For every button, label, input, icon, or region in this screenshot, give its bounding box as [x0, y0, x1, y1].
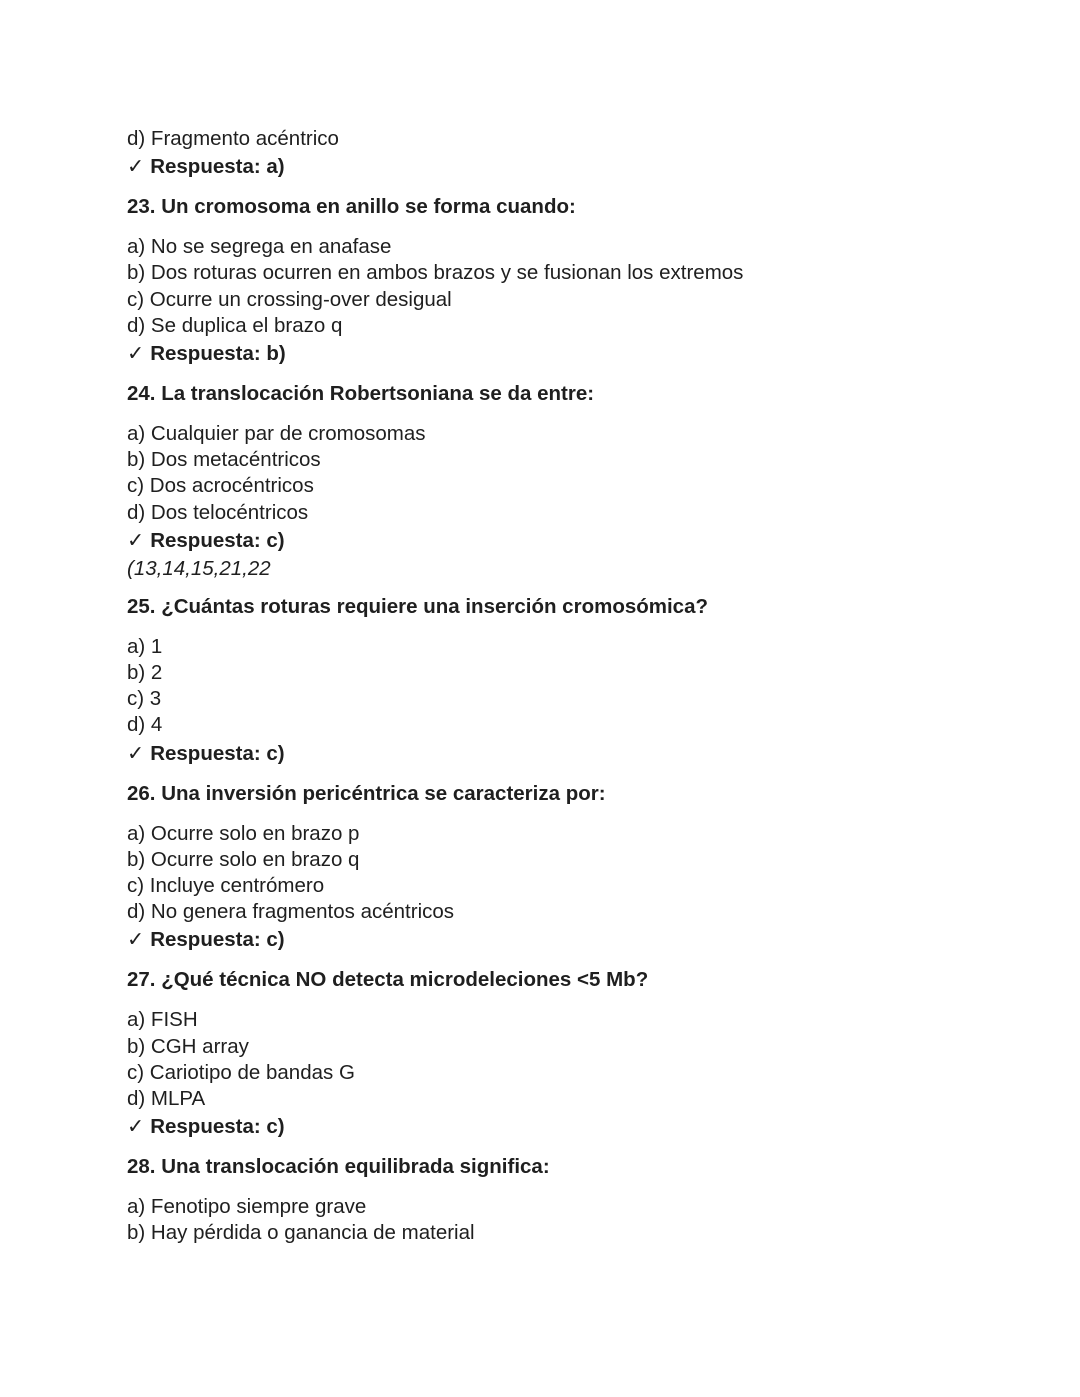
question-title: 26. Una inversión pericéntrica se caracteriza por: [127, 781, 606, 805]
option-c: c) Dos acrocéntricos [127, 474, 314, 498]
answer-line [127, 925, 987, 955]
check-icon: ✓ [127, 928, 145, 952]
check-icon: ✓ [127, 1115, 145, 1139]
option-b: b) Dos roturas ocurren en ambos brazos y se fusionan los extremos [127, 261, 744, 285]
answer-text: Respuesta: a) [150, 155, 285, 179]
option-d: d) Fragmento acéntrico [127, 127, 339, 150]
previous-question-fragment [127, 126, 987, 182]
answer-line [127, 1112, 987, 1142]
answer-line [127, 339, 987, 369]
answer-text: Respuesta: c) [150, 528, 285, 552]
option-d: d) Dos telocéntricos [127, 500, 309, 524]
option-c: c) Ocurre un crossing-over desigual [127, 287, 452, 311]
option-a: a) Fenotipo siempre grave [127, 1195, 367, 1219]
option-d: d) MLPA [127, 1087, 206, 1111]
option-b: b) 2 [127, 661, 163, 685]
check-icon: ✓ [127, 342, 145, 366]
option-b: b) CGH array [127, 1034, 249, 1058]
option-a: a) Cualquier par de cromosomas [127, 422, 426, 446]
check-icon: ✓ [127, 155, 145, 179]
page-content [127, 126, 987, 1247]
option-d: d) No genera fragmentos acéntricos [127, 900, 455, 924]
option-c: c) Incluye centrómero [127, 874, 325, 898]
option-b: b) Ocurre solo en brazo q [127, 847, 360, 871]
check-icon: ✓ [127, 741, 145, 765]
question-title: 23. Un cromosoma en anillo se forma cuando: [127, 195, 576, 219]
question-title: 24. La translocación Robertsoniana se da entre: [127, 382, 595, 406]
question-title: 25. ¿Cuántas roturas requiere una inserción cromosómica? [127, 594, 709, 618]
answer-line [127, 739, 987, 769]
option-c: c) Cariotipo de bandas G [127, 1060, 355, 1084]
question-28 [127, 1154, 987, 1246]
option-d: d) 4 [127, 713, 163, 737]
answer-text: Respuesta: c) [150, 741, 285, 765]
option-a: a) 1 [127, 634, 163, 658]
answer-text: Respuesta: c) [150, 928, 285, 952]
question-23 [127, 194, 987, 369]
option-b: b) Dos metacéntricos [127, 448, 321, 472]
answer-text: Respuesta: c) [150, 1115, 285, 1139]
option-d: d) Se duplica el brazo q [127, 313, 343, 337]
option-a: a) Ocurre solo en brazo p [127, 821, 360, 845]
question-title: 27. ¿Qué técnica NO detecta microdeleciones <5 Mb? [127, 968, 649, 992]
answer-note: (13,14,15,21,22 [127, 556, 271, 580]
answer-text: Respuesta: b) [150, 342, 286, 366]
check-icon: ✓ [127, 528, 145, 552]
question-title: 28. Una translocación equilibrada significa: [127, 1155, 550, 1179]
option-b: b) Hay pérdida o ganancia de material [127, 1221, 475, 1245]
option-c: c) 3 [127, 687, 162, 711]
answer-line [127, 152, 987, 182]
question-24 [127, 381, 987, 582]
option-a: a) FISH [127, 1008, 198, 1032]
question-25 [127, 594, 987, 769]
question-26 [127, 781, 987, 956]
question-27 [127, 967, 987, 1142]
option-a: a) No se segrega en anafase [127, 235, 392, 259]
answer-line [127, 526, 987, 556]
